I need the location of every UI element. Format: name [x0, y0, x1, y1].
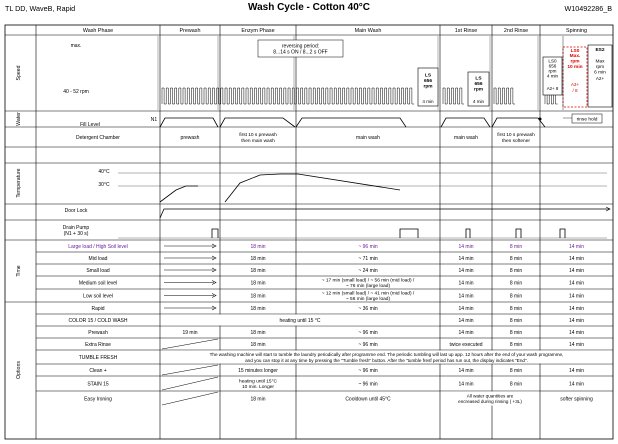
- time-main: ~ 12 min (small load) / ~ 41 min (mid load) /: [321, 291, 415, 297]
- spin-step-main: 656: [423, 78, 433, 84]
- option-rinse2: 8 min: [509, 317, 523, 324]
- es2-title: ES2: [595, 48, 605, 53]
- ls0-text: rpm: [548, 68, 557, 74]
- section-label-options: Options: [16, 361, 22, 379]
- time-main: ~ 17 min (small load) / ~ 56 min (mid load) /: [321, 278, 415, 284]
- document-number: W10492286_B: [564, 4, 612, 13]
- option-label: COLOR 15 / COLD WASH: [68, 317, 128, 324]
- option-enzym: heating until 15°C: [239, 379, 277, 385]
- rinse-hold-label: rinse hold: [576, 117, 598, 123]
- reversing-note: reversing period:: [281, 43, 320, 50]
- rinse-hold-marker: [539, 118, 542, 121]
- detergent-enzym: then main wash: [241, 138, 275, 144]
- section-label-temperature: Temperature: [16, 168, 22, 198]
- time-rinse2: 8 min: [509, 255, 523, 262]
- option-rinse2: 8 min: [509, 381, 523, 388]
- drain-pump-label: Drain Pump: [62, 224, 90, 231]
- drain-pump-label: (N1 + 30 s): [63, 230, 89, 237]
- not-applicable-slash: [162, 392, 218, 405]
- door-lock-signal: [160, 209, 610, 218]
- option-main: ~ 96 min: [358, 329, 378, 336]
- temp-40-label: 40°C: [98, 169, 110, 175]
- option-label: Extra Rinse: [85, 341, 111, 348]
- tumble-pattern-wash: [162, 88, 414, 104]
- time-main: ~ 24 min: [358, 267, 378, 274]
- time-rinse1: 14 min: [458, 267, 474, 274]
- ls0-max-code2: / 8: [572, 88, 578, 93]
- time-spin: 14 min: [568, 280, 585, 287]
- time-spin: 14 min: [568, 243, 585, 250]
- time-row-label: Medium soil level: [78, 280, 118, 287]
- reversing-note: 8...14 s ON / 8...2 s OFF: [273, 49, 328, 56]
- detergent-rinse2: then softener: [501, 138, 531, 144]
- time-rinse1: 14 min: [458, 255, 474, 262]
- option-main: ~ 96 min: [358, 341, 378, 348]
- option-main: ~ 96 min: [358, 381, 378, 388]
- temp-curve-prewash: [160, 186, 198, 202]
- ls0-max-text: Max.: [569, 54, 581, 60]
- door-lock-label: Door Lock: [64, 208, 88, 214]
- option-rinse1: 14 min: [458, 305, 474, 312]
- section-label-water: Water: [16, 112, 22, 126]
- ls0-max-text: LS0: [570, 48, 580, 54]
- spin-step-main: rpm: [423, 84, 433, 90]
- page-title: Wash Cycle - Cotton 40°C: [248, 2, 370, 13]
- time-main: ~ 56 min (large load): [345, 296, 391, 302]
- n1-label: N1: [150, 117, 158, 123]
- time-rinse1: 14 min: [458, 280, 474, 287]
- rinse-merged-text: encreased during rinsing ( +3L): [458, 399, 522, 405]
- section-label-speed: Speed: [16, 65, 22, 81]
- option-label: TUMBLE FRESH: [78, 354, 118, 361]
- option-rinse1: twice executed: [449, 341, 483, 348]
- es2-text: rpm: [595, 64, 605, 70]
- time-enzym: 18 min: [250, 280, 266, 287]
- option-enzym: 18 min: [250, 305, 266, 312]
- option-spin: 14 min: [568, 381, 585, 388]
- option-spin: 14 min: [568, 341, 585, 348]
- option-rinse1: 14 min: [458, 381, 474, 388]
- table-frame: [5, 25, 613, 439]
- spin-step-main-time: 4 min: [422, 99, 434, 104]
- section-label-time: Time: [16, 265, 22, 277]
- drain-pulse-3: [516, 229, 521, 238]
- option-enzym: 10 min. Longer: [242, 385, 274, 390]
- time-rinse2: 8 min: [509, 243, 523, 250]
- drain-pulse-2: [466, 229, 470, 238]
- option-enzym: 18 min: [250, 396, 266, 403]
- ls0-max-text: rpm: [570, 59, 580, 65]
- time-row-label: Mid load: [88, 255, 108, 262]
- es2-text: Max: [595, 59, 605, 65]
- detergent-rinse1: main wash: [454, 135, 478, 141]
- option-rinse1: 14 min: [458, 317, 474, 324]
- time-row-label: Low soil level: [83, 293, 113, 300]
- model-label: TL DD, WaveB, Rapid: [5, 4, 76, 13]
- option-main: Cooldown until 45°C: [345, 396, 391, 403]
- ls0-max-code: A3+: [570, 82, 580, 87]
- phase-header: Spinning: [566, 28, 587, 34]
- time-main: ~ 71 min: [358, 255, 378, 262]
- time-spin: 14 min: [568, 293, 585, 300]
- speed-max-label: max.: [70, 43, 82, 49]
- detergent-prewash: prewash: [180, 135, 200, 141]
- option-label: STAIN 15: [87, 381, 109, 388]
- drain-pulse-4: [560, 229, 565, 238]
- tumble-fresh-note: and you can stop it at any time by pressing the "Tumble fresh" button. After the "tumble fresf period has run out, the display indicates "End".: [245, 357, 528, 363]
- time-row-label: Large load / High Soil level: [68, 243, 128, 250]
- fill-main: [296, 118, 406, 127]
- ls0-max-text: 10 min: [567, 64, 583, 70]
- fill-prewash: [160, 118, 218, 127]
- not-applicable-slash: [162, 377, 218, 390]
- time-spin: 14 min: [568, 255, 585, 262]
- time-enzym: 18 min: [250, 293, 266, 300]
- option-rinse1: 14 min: [458, 367, 474, 374]
- phase-header: Prewash: [179, 28, 201, 34]
- ls0-text: 4 min: [546, 73, 559, 79]
- option-spin: 14 min: [568, 367, 585, 374]
- spin-step-rinse-time: 4 min: [472, 99, 485, 104]
- option-spin: 14 min: [568, 317, 585, 324]
- phase-header: Enzym Phase: [241, 28, 275, 34]
- option-spin: 14 min: [568, 305, 585, 312]
- time-main: ~ 96 min: [358, 243, 378, 250]
- time-main: ~ 76 min (large load): [345, 283, 391, 289]
- option-spin: softer spinning: [560, 396, 593, 403]
- temp-30-label: 30°C: [98, 182, 110, 188]
- option-rinse2: 8 min: [509, 305, 523, 312]
- es2-code: A2+: [595, 76, 605, 81]
- fill-level-label: Fill Level: [80, 122, 100, 128]
- option-main: ~ 96 min: [358, 367, 378, 374]
- time-enzym: 18 min: [250, 267, 266, 274]
- time-rinse2: 8 min: [509, 293, 523, 300]
- time-rinse2: 8 min: [509, 280, 523, 287]
- temp-curve-main: [225, 174, 400, 202]
- option-rinse1: 14 min: [458, 329, 474, 336]
- rinse-merged-text: All water quantities are: [466, 393, 514, 399]
- color15-span: heating until 15 °C: [279, 317, 321, 324]
- time-rinse1: 14 min: [458, 293, 474, 300]
- ls0-spin-code: A2+ 8: [546, 86, 559, 91]
- option-label: Prewash: [88, 329, 108, 336]
- time-rinse2: 8 min: [509, 267, 523, 274]
- option-label: Easy Ironing: [84, 396, 112, 403]
- fill-enzym: [220, 118, 295, 127]
- tumble-fresh-note: The washing machine will start to tumble the laundry periodically after programme end. The periodic tumbling will last up app. 12 hours after the end of your wash programme,: [209, 351, 564, 357]
- ls0-text: LS0: [548, 58, 557, 64]
- spin-step-rinse: 656: [474, 81, 483, 87]
- es2-text: 6 min: [594, 70, 606, 76]
- detergent-rinse2: first 10 s prewash: [497, 132, 535, 138]
- option-prewash: 19 min: [182, 329, 198, 336]
- time-rinse1: 14 min: [458, 243, 474, 250]
- ls0-text: 656: [548, 63, 557, 69]
- fill-rinse1: [441, 118, 490, 127]
- spin-step-rinse: rpm: [473, 87, 484, 93]
- spin-step-rinse: LS: [475, 76, 482, 82]
- phase-header: 2nd Rinse: [503, 28, 529, 34]
- option-enzym: 18 min: [250, 329, 266, 336]
- detergent-main: main wash: [356, 135, 380, 141]
- fill-rinse2: [492, 118, 545, 127]
- tumble-pattern-rinse2: [494, 88, 515, 104]
- time-enzym: 18 min: [250, 255, 266, 262]
- spin-step-main: LS: [424, 73, 432, 79]
- option-rinse2: 8 min: [509, 367, 523, 374]
- drain-pulse-1: [400, 229, 418, 238]
- option-rinse2: 8 min: [509, 329, 523, 336]
- option-enzym: 18 min: [250, 341, 266, 348]
- not-applicable-slash: [162, 365, 218, 375]
- not-applicable-slash: [162, 339, 218, 349]
- speed-range-label: 40 - 52 rpm: [63, 89, 89, 95]
- phase-header: Wash Phase: [82, 28, 114, 34]
- time-row-label: Small load: [86, 267, 110, 274]
- drain-pulse-0: [212, 229, 218, 238]
- time-enzym: 18 min: [250, 243, 266, 250]
- option-spin: 14 min: [568, 329, 585, 336]
- detergent-label: Detergent Chamber: [76, 135, 120, 141]
- option-rinse2: 8 min: [509, 341, 523, 348]
- detergent-enzym: first 10 s prewash: [239, 132, 277, 138]
- time-spin: 14 min: [568, 267, 585, 274]
- option-label: Clean +: [89, 367, 107, 374]
- option-label: Rapid: [91, 305, 105, 312]
- option-main: ~ 36 min: [358, 305, 378, 312]
- phase-header: Main Wash: [354, 28, 382, 34]
- option-enzym: 15 minutes longer: [238, 367, 278, 374]
- tumble-pattern-rinse1: [443, 88, 464, 104]
- phase-header: 1st Rinse: [454, 28, 478, 34]
